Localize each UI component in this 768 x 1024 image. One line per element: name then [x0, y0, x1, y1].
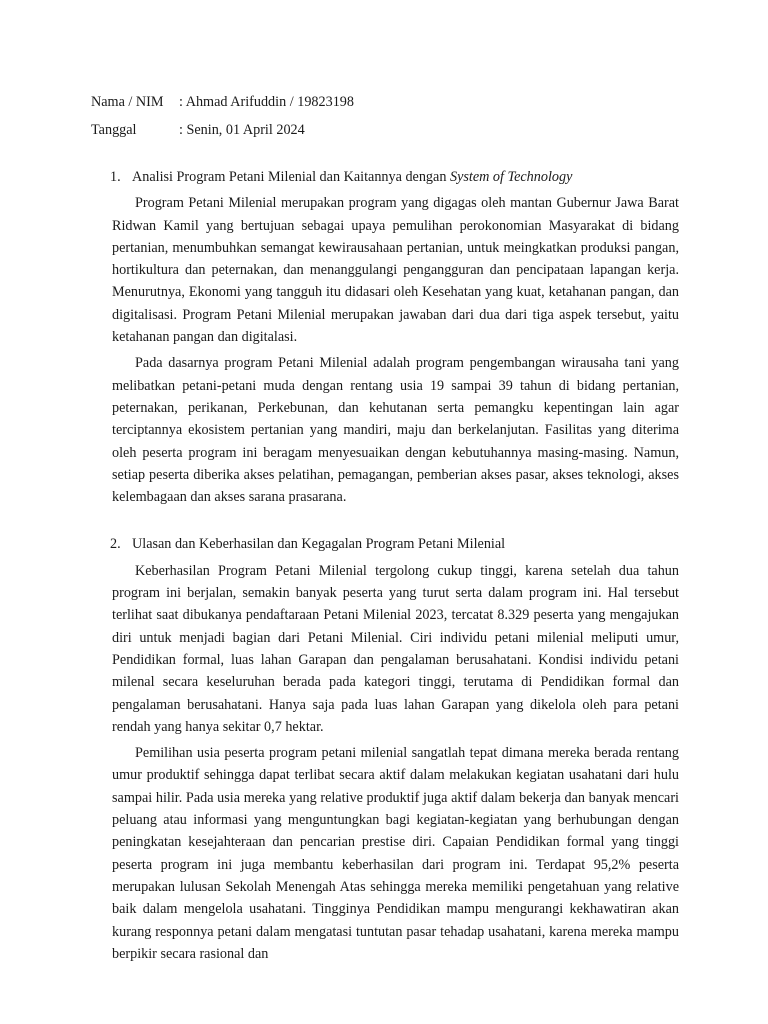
section-number: 2.	[110, 536, 121, 553]
name-label: Nama / NIM	[91, 94, 164, 110]
name-value: : Ahmad Arifuddin / 19823198	[179, 94, 354, 110]
paragraph: Keberhasilan Program Petani Milenial tergolong cukup tinggi, karena setelah dua tahun program ini berjalan, semakin banyak peserta yang turut serta dalam program ini. Hal tersebut terlihat saat dibukanya pendaftaraan Petani Milenial 2023, tercatat 8.329 peserta yang mengajukan diri untuk menjadi bagian dari Petani Milenial. Ciri individu petani milenial meliputi umur, Pendidikan formal, luas lahan Garapan dan pengalaman berusahatani. Kondisi individu petani milenal secara keseluruhan berada pada kategori tinggi, terutama di Pendidikan formal dan pengalaman berusahatani. Hanya saja pada luas lahan Garapan yang dikelola oleh para petani rendah yang hanya sekitar 0,7 hektar.	[112, 562, 679, 735]
paragraph: Program Petani Milenial merupakan program yang digagas oleh mantan Gubernur Jawa Barat Ridwan Kamil yang bertujuan sebagai upaya pemulihan perokonomian Masyarakat di bidang pertanian, menumbuhkan semangat kewirausahaan pertanian, untuk meingkatkan produksi pangan, hortikultura dan peternakan, dan menanggulangi pengangguran dan pencipataan lapangan kerja. Menurutnya, Ekonomi yang tangguh itu didasari oleh Kesehatan yang kuat, ketahanan pangan, dan digitalisasi. Program Petani Milenial merupakan jawaban dari dua dari tiga aspek tersebut, yaitu ketahanan pangan dan digitalasi.	[112, 195, 679, 346]
paragraph: Pada dasarnya program Petani Milenial adalah program pengembangan wirausaha tani yang melibatkan petani-petani muda dengan rentang usia 19 sampai 39 tahun di bidang pertanian, peternakan, perikanan, Perkebunan, dan kehutanan serta pemangku kepentingan lain agar terciptannya ekosistem pertanian yang mandiri, maju dan berkelanjutan. Fasilitas yang diterima oleh peserta program ini beragam menyesuaikan dengan kebutuhannya masing-masing. Namun, setiap peserta diberika akses pelatihan, pemagangan, pemberian akses pasar, akses teknologi, akses kelembagaan dan akses sarana prasarana.	[112, 355, 679, 506]
header-block	[91, 91, 354, 147]
name-row	[91, 91, 354, 119]
date-value: : Senin, 01 April 2024	[179, 122, 305, 138]
section-title: Analisi Program Petani Milenial dan Kaitannya dengan System of Technology	[132, 169, 573, 185]
section-2-heading	[110, 533, 679, 555]
section-1-heading	[110, 166, 679, 188]
document-body	[112, 166, 679, 969]
section-number: 1.	[110, 169, 121, 185]
section-spacer	[112, 512, 679, 533]
section-title: Ulasan dan Keberhasilan dan Kegagalan Program Petani Milenial	[132, 536, 506, 553]
date-row	[91, 119, 354, 147]
date-label: Tanggal	[91, 122, 137, 138]
paragraph: Pemilihan usia peserta program petani milenial sangatlah tepat dimana mereka berada rentang umur produktif sehingga dapat terlibat secara aktif dalam melakukan kegiatan usahatani dari hulu sampai hilir. Pada usia mereka yang relative produktif juga aktif dalam bekerja dan banyak mencari peluang atau informasi yang menguntungkan bagi kegiatan-kegiatan yang berhubungan dengan peningkatan kesejahteraan dan pencarian prestise diri. Capaian Pendidikan formal yang tinggi peserta program ini juga membantu keberhasilan dari program ini. Terdapat 95,2% peserta merupakan lulusan Sekolah Menengah Atas sehingga mereka memiliki pengetahuan yang relative baik dalam mengelola usahatani. Tingginya Pendidikan mampu mengurangi kekhawatiran akan kurang responnya petani dalam mengatasi tuntutan pasar tehadap usahatani, karena mereka mampu berpikir secara rasional dan	[112, 745, 679, 962]
section-title-italic: System of Technology	[449, 169, 573, 185]
